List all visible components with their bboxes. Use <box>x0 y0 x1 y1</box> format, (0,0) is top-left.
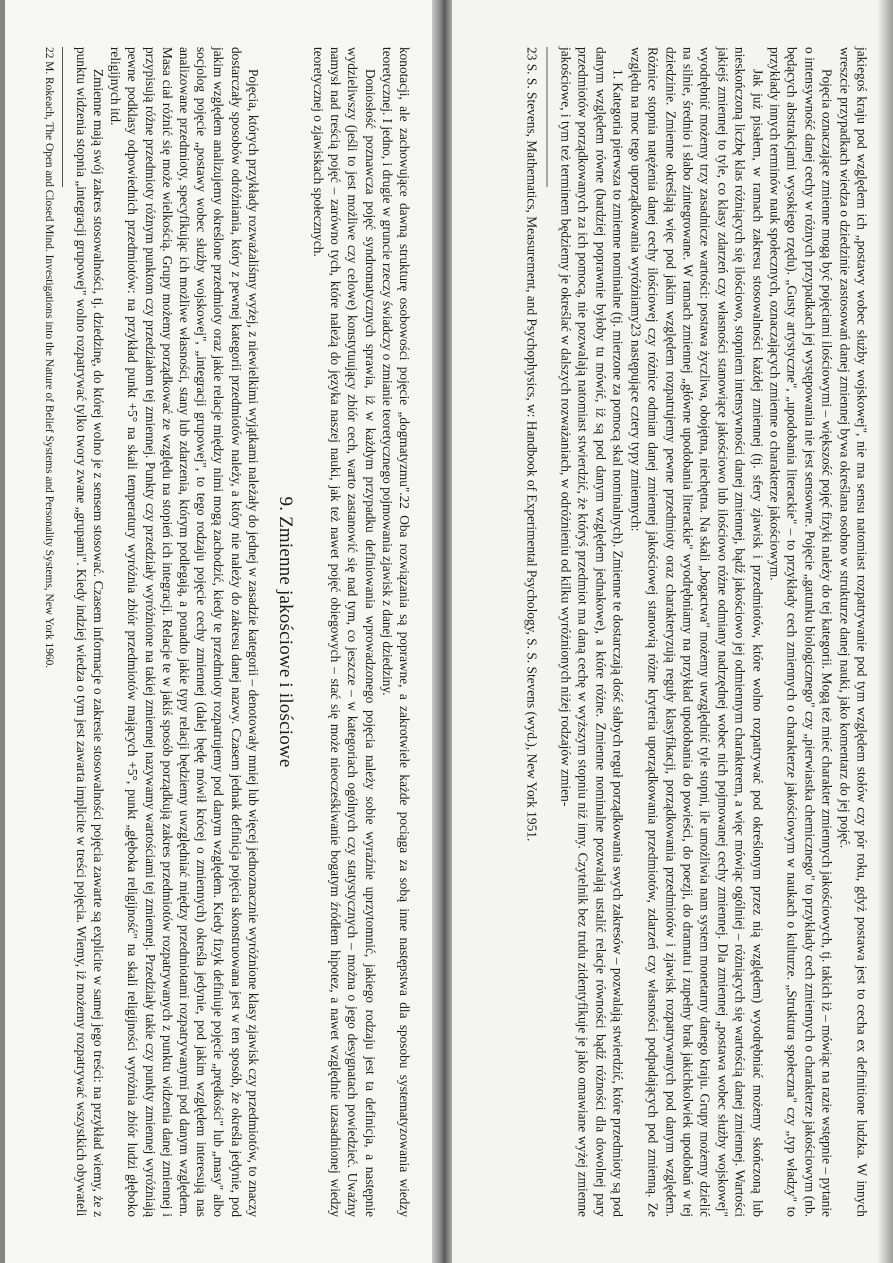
paragraph: Doniosłość poznawcza pojęć syndromatycznych sprawia, iż w każdym przypadku definiowania wprowadzonego pojęcia należy sobie wyraźnie uprzytomnić, jakiego rodzaju jest ta definicja, a następnie wydzieliwszy (jeśli to jest możliwe czy celowe) konstytuujący zbiór cech, warto zastanowić się nad tym, co jeszcze – w kategoriach ogólnych czy statystycznych – można o jego desygnatach powiedzieć. Uważny namysł nad treścią pojęć – zarówno tych, które należą do języka naszej nauki, jak też nawet pojęć obiegowych – stać się może nieocześkiwanie bogatym źródłem hipotez, a nawet względnie uzasadnionej wiedzy teoretycznej o zjawiskach społecznych. <box>310 46 378 1217</box>
footnote-rule <box>546 47 547 187</box>
paragraph: jakiegoś kraju pod względem ich „postawy wobec służby wojskowej", nie ma sensu natomiast rozpatrywanie pod tym względem stołów czy pór roku, gdyż postawa jest to cecha ex definitione ludzka. W innych wreszcie przypadkach wiedza o dziedzinie zastosowań danej zmiennej bywa określana osobno w strukturze danej nauki, jako komentarz do jej pojęć. <box>836 46 869 1217</box>
right-page-content <box>475 47 870 1217</box>
book-gutter <box>432 0 454 1263</box>
section-heading: 9. Zmienne jakościowe i ilościowe <box>274 496 296 767</box>
left-page <box>0 0 435 1263</box>
footnote: 23 S. S. Stevens, Mathematics, Measurement, and Psychophysics, w: Handbook of Experimental Psychology, S. S. Stevens (wyd.), New York 1951. <box>523 46 539 841</box>
paragraph: Zmienne mają swój zakres stosowalności, tj. dziedzinę, do której wolno je z sensem stosować. Czasem informacje o zakresie stosowalności pojęcia zawarte są explicite w samej jego treści: na przykład wiemy, że z punktu widzenia stopnia „integracji grupowej" wolno rozpatrywać tylko twory zwane „grupami". Kiedy indziej wiedza o tym jest zawarta implicite w treści pojęcia. Wiemy, iż możemy rozpatrywać wszystkich obywateli <box>73 46 106 1217</box>
page-edge-shadow <box>877 0 893 1263</box>
paragraph: 1. Kategoria pierwsza to zmienne nominalne (tj. mierzone za pomocą skal nominalnych). Zmienne te dostarczają dość słabych reguł porządkowania swych zakresów – pozwalają stwierdzić, które przedmioty są pod danym względem równe (bardziej poprawnie byłoby tu mówić, iż są pod danym względem jednakowe), a które różne. Zmienne nominalne pozwalają ustalić relacje równości bądź różności dla dowolnej pary przedmiotów porządkowanych za ich pomocą, nie pozwalają natomiast stwierdzić, że któryś przedmiot ma daną cechę w wyższym stopniu niż inny. Czytelnik bez trudu zidentyfikuje je jako omawiane wyżej zmienne jakościowe, i tym też terminem będziemy je określać w dalszych rozważaniach, w odróżnieniu od kilku wyróżnionych niżej rodzajów zmien- <box>558 46 626 1217</box>
page-edge-shadow <box>0 0 5 1263</box>
paragraph: Pojęcia oznaczające zmienne mogą być pojęciami ilościowymi – większość pojęć fizyki należy do tej kategorii. Mogą też mieć charakter zmiennych jakościowych, tj. takich iż – mówiąc na razie wstępnie – pytanie o intensywność danej cechy w różnych przypadkach jej występowania nie jest sensowne. Pojęcie „gatunku biologicznego" czy „pierwiastka chemicznego" to przykłady cech zmiennych o charakterze jakościowym (nb. będących abstrakcjami wysokiego rzędu). „Gusty artystyczne", „upodobania literackie" – to przykłady cech zmiennych o charakterze jakościowym w naukach o kulturze. „Struktura społeczna" czy „typ władzy" to przykłady innych terminów nauk społecznych, oznaczających zmienne o charakterze jakościowym. <box>766 46 835 1217</box>
paragraph: Jak już pisałem, w ramach zakresu stosowalności każdej zmiennej (tj. sfery zjawisk i przedmiotów, które wolno rozpatrywać pod określonym przez nią względem) wyodrębniać możemy skończoną lub nieskończoną liczbę klas różniących się ilościowo, stopniem intensywności danej zmiennej, bądź jakościowo jej odmiennym charakterem, a więc mówiąc ogólniej – różniących się wartością danej zmiennej. Wartości jakiejś zmiennej to tyle, co klasy zdarzeń czy własności stanowiące jakościowo lub ilościowo różne odmiany nadrzędnej wobec nich pojmowanej cechy zmiennej. Dla zmiennej „postawa wobec służby wojskowej" wyodrębnić możemy trzy zasadnicze wartości: postawa życzliwa, obojętna, niechętna. Na skali „bogactwa" możemy uwzględnić tyle stopni, ile umożliwia nam system monetarny danego kraju. Grupy możemy dzielić na silnie, średnio i słabo zintegrowane. W ramach zmiennej „główne upodobania literackie" wyodrębniamy na przykład upodobania do powieści, do poezji, do dramatu i zupełny brak jakichkolwiek upodobań w tej dziedzinie. Zmienne określają więc pod jakim względem rozpatrujemy pewne przedmioty oraz charakteryzują reguły klasyfikacji, porządkowania przedmiotów i zjawisk rozpatrywanych pod danym względem. Różnice stopnia natężenia danej cechy ilościowej czy różnice odmian danej zmiennej jakościowej stanowią różne kryteria uporządkowania przedmiotów, zdarzeń czy własności podpadających pod zmienną. Ze względu na moc tego uporządkowania wyróżniamy23 następujące cztery typy zmiennych: <box>627 46 765 1217</box>
paragraph: konotacji, ale zachowujące dawną strukturę osobowości pojęcie „dogmatyzmu".22 Oba rozwiązania są poprawne, a zakrotwiele każde pociąga za sobą inne następstwa dla sposobu systematyzowania wiedzy teoretycznej. I jedno, i drugie w gruncie rzeczy świadczy o zmianie teoretycznego pojmowania zjawisk z danej dziedziny. <box>379 46 412 1217</box>
footnote-rule <box>61 47 62 187</box>
footnote: 22 M. Rokeach, The Open and Closed Mind. Investigations into the Nature of Belief Systems and Personality Systems, New York 1960. <box>42 46 55 668</box>
paragraph: Pojęcia, których przykłady rozważaliśmy wyżej, z niewielkimi wyjątkami należały do jednej w zasadzie kategorii – denotowały mniej lub więcej jednoznacznie wyróżnione klasy zjawisk czy przedmiotów, to znaczy dostarczały sposobów odróżniania, który z pewnej kategorii przedmiotów należy, a który nie należy do zakresu danej nazwy. Czasem jednak definicja pojęcia skonstruowana jest w ten sposób, że określa jedynie, pod jakim względem analizujemy określone przedmioty oraz jakie relacje między nimi mogą zachodzić, kiedy te przedmioty rozpatrujemy pod danym względem. Kiedy fizyk definiuje pojęcie „prędkości" lub „masy" albo socjolog pojęcie „postawy wobec służby wojskowej", „integracji grupowej", to tego rodzaju pojęcie cechy zmiennej (dalej będę mówił krócej o zmiennych) określa jedynie, pod jakim względem interesują nas analizowane przedmioty, specyfikując ich możliwe własności, stany lub zdarzenia, którym podlegają, a ponadto jakie typy relacji będziemy uwzględniać między przedmiotami rozpatrywanymi pod danym względem. Masa ciał różnić się może wielkością. Grupy możemy porządkować ze względu na stopień ich integracji. Relacje te w jakiś sposób porządkują zakres przedmiotów rozpatrywanych z punktu widzenia danej zmiennej i przypisują różne przedmioty różnym punktom czy przedziałom tej zmiennej. Punkty czy przedziały wyróżnione na takiej zmiennej nazywamy wartościami tej zmiennej. Przedziały takie czy punkty zmiennej wyróżniają pewne podklasy odpowiednich przedmiotów: na przykład punkt +5° na skali temperatury wyróżnia zbiór przedmiotów mających +5°, punkt „głęboka religijność" na skali religijności wyróżnia zbiór ludzi głęboko religijnych itd. <box>107 46 261 1217</box>
right-page <box>452 0 893 1263</box>
left-page-content <box>23 47 413 1217</box>
